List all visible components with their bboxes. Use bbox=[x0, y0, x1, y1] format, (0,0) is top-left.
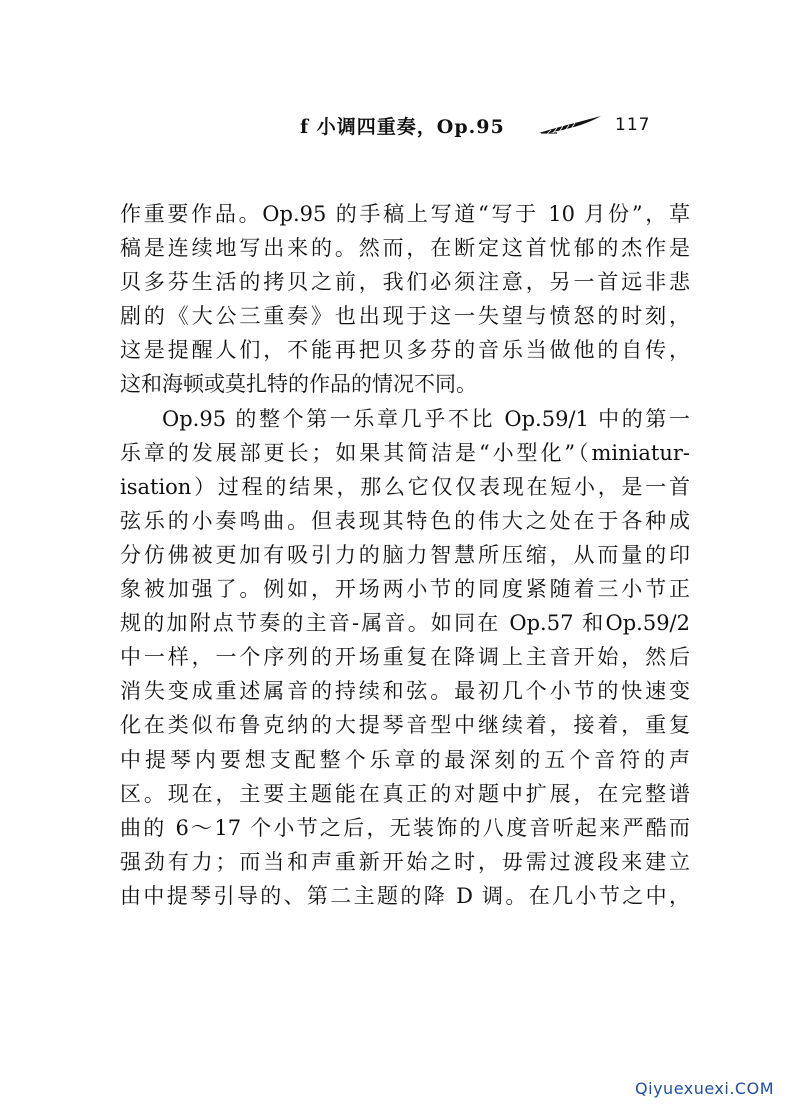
text-line: 稿是连续地写出来的。然而，在断定这首忧郁的杰作是 bbox=[120, 236, 690, 261]
text-line: isation）过程的结果，那么它仅仅表现在短小，是一首 bbox=[120, 474, 690, 499]
page-number: 117 bbox=[615, 115, 651, 135]
text-line: 中一样，一个序列的开场重复在降调上主音开始，然后 bbox=[120, 645, 690, 670]
text-line: 强劲有力；而当和声重新开始之时，毋需过渡段来建立 bbox=[120, 849, 690, 874]
text-line: 由中提琴引导的、第二主题的降 D 调。在几小节之中， bbox=[120, 883, 690, 908]
text-line: 中提琴内要想支配整个乐章的最深刻的五个音符的声 bbox=[120, 747, 690, 772]
text-line: 象被加强了。例如，开场两小节的同度紧随着三小节正 bbox=[120, 577, 690, 602]
text-line: 剧的《大公三重奏》也出现于这一失望与愤怒的时刻， bbox=[120, 304, 690, 329]
text-line: 这和海顿或莫扎特的作品的情况不同。 bbox=[120, 372, 477, 397]
body-text bbox=[120, 197, 690, 913]
paragraph bbox=[120, 402, 690, 913]
running-header bbox=[300, 112, 660, 144]
text-line: 曲的 6～17 个小节之后，无装饰的八度音听起来严酷而 bbox=[120, 815, 690, 840]
site-watermark: Qiyuexuexi.COM bbox=[635, 1079, 774, 1098]
text-line: 贝多芬生活的拷贝之前，我们必须注意，另一首远非悲 bbox=[120, 270, 690, 295]
feather-ornament-icon bbox=[537, 114, 603, 136]
text-line: 区。现在，主要主题能在真正的对题中扩展，在完整谱 bbox=[120, 781, 690, 806]
text-line: 这是提醒人们，不能再把贝多芬的音乐当做他的自传， bbox=[120, 338, 690, 363]
text-line: 弦乐的小奏鸣曲。但表现其特色的伟大之处在于各种成 bbox=[120, 508, 690, 533]
paragraph bbox=[120, 197, 690, 402]
chapter-title: f 小调四重奏，Op.95 bbox=[300, 116, 505, 138]
text-line: 消失变成重述属音的持续和弦。最初几个小节的快速变 bbox=[120, 679, 690, 704]
text-line: Op.95 的整个第一乐章几乎不比 Op.59/1 中的第一 bbox=[162, 406, 690, 431]
text-line: 分仿佛被更加有吸引力的脑力智慧所压缩，从而量的印 bbox=[120, 542, 690, 567]
text-line: 规的加附点节奏的主音-属音。如同在 Op.57 和Op.59/2 bbox=[120, 611, 690, 636]
text-line: 乐章的发展部更长；如果其简洁是“小型化”（miniatur- bbox=[120, 440, 690, 465]
text-line: 作重要作品。Op.95 的手稿上写道“写于 10 月份”，草 bbox=[120, 202, 690, 226]
text-line: 化在类似布鲁克纳的大提琴音型中继续着，接着，重复 bbox=[120, 713, 690, 738]
